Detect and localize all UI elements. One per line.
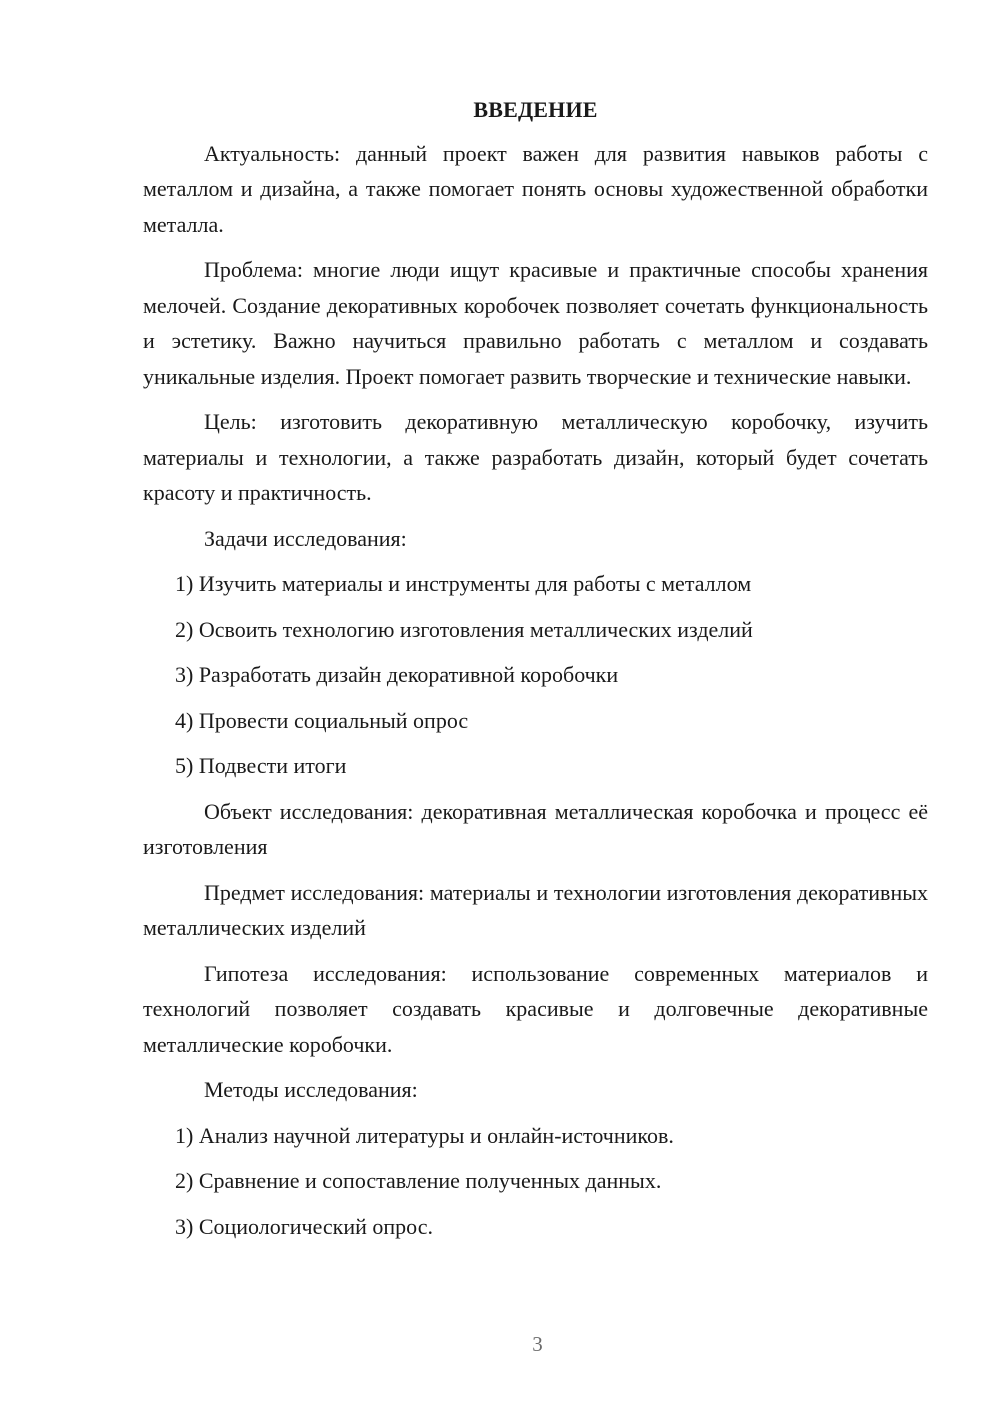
list-item: 2) Освоить технологию изготовления металлических изделий — [175, 616, 753, 642]
list-item: 4) Провести социальный опрос — [175, 707, 469, 733]
list-item: 1) Анализ научной литературы и онлайн-источников. — [175, 1122, 674, 1148]
list-item: 3) Социологический опрос. — [175, 1213, 433, 1239]
goal-paragraph: Цель: изготовить декоративную металлическую коробочку, изучить материалы и технологии, а также разработать дизайн, который будет сочетать красоту и практичность. — [143, 409, 928, 505]
hypothesis-paragraph: Гипотеза исследования: использование современных материалов и технологий позволяет создавать красивые и долговечные декоративные металлические коробочки. — [143, 960, 928, 1057]
relevance-paragraph: Актуальность: данный проект важен для развития навыков работы с металлом и дизайна, а также помогает понять основы художественной обработки металла. — [143, 140, 928, 237]
list-item: 3) Разработать дизайн декоративной коробочки — [175, 662, 619, 687]
tasks-list — [143, 566, 928, 784]
subject-paragraph: Предмет исследования: материалы и технологии изготовления декоративных металлических изделий — [143, 879, 928, 940]
list-item: 1) Изучить материалы и инструменты для работы с металлом — [175, 571, 752, 596]
page-number: 3 — [532, 1332, 543, 1356]
methods-list — [143, 1118, 928, 1245]
list-item: 2) Сравнение и сопоставление полученных данных. — [175, 1168, 662, 1193]
page-title: ВВЕДЕНИЕ — [473, 97, 598, 122]
document-page — [143, 92, 928, 1254]
methods-heading: Методы исследования: — [204, 1077, 418, 1102]
problem-paragraph: Проблема: многие люди ищут красивые и практичные способы хранения мелочей. Создание декоративных коробочек позволяет сочетать функциональность и эстетику. Важно научиться правильно работать с металлом и создавать уникальные изделия. Проект помогает развить творческие и технические навыки. — [143, 257, 928, 389]
list-item: 5) Подвести итоги — [175, 753, 347, 778]
object-paragraph: Объект исследования: декоративная металлическая коробочка и процесс её изготовления — [143, 798, 928, 859]
tasks-heading: Задачи исследования: — [204, 525, 407, 551]
